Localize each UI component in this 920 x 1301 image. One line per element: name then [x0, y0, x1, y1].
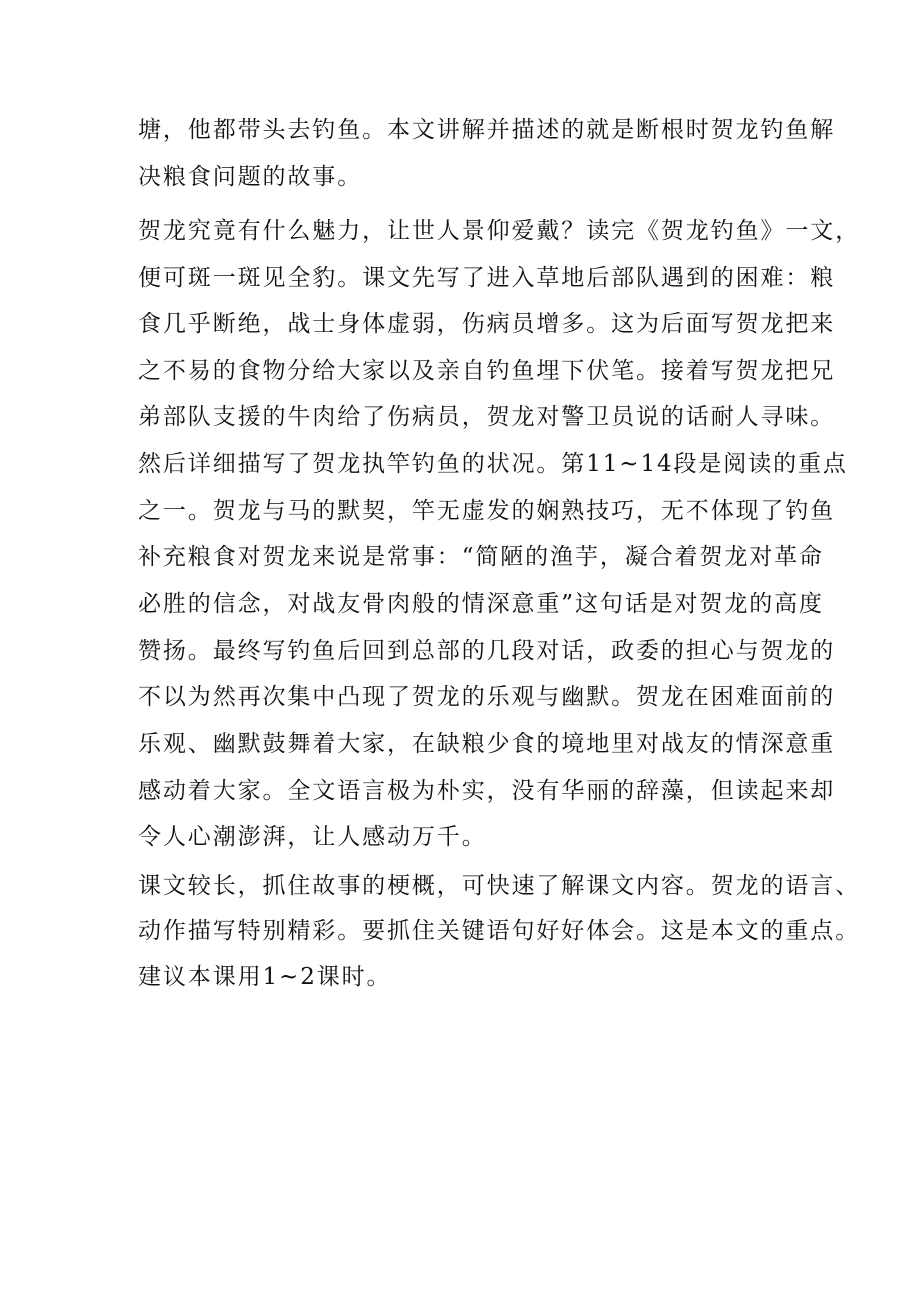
text-line: 弟部队支援的牛肉给了伤病员，贺龙对警卫员说的话耐人寻味。: [138, 404, 836, 430]
text-line: 赞扬。最终写钓鱼后回到总部的几段对话，政委的担心与贺龙的: [138, 638, 836, 664]
text-line: 必胜的信念，对战友骨肉般的情深意重”这句话是对贺龙的高度: [138, 591, 824, 617]
text-line: 之一。贺龙与马的默契，竿无虚发的娴熟技巧，无不体现了钓鱼: [138, 498, 836, 524]
text-line: 课文较长，抓住故事的梗概，可快速了解课文内容。贺龙的语言、: [138, 873, 861, 899]
text-line: 不以为然再次集中凸现了贺龙的乐观与幽默。贺龙在困难面前的: [138, 684, 836, 710]
text-line: 动作描写特别精彩。要抓住关键语句好好体会。这是本文的重点。: [138, 918, 861, 944]
text-line: 食几乎断绝，战士身体虚弱，伤病员增多。这为后面写贺龙把来: [138, 311, 836, 337]
text-line: 然后详细描写了贺龙执竿钓鱼的状况。第11~14段是阅读的重点: [138, 451, 848, 477]
text-line: 便可斑一斑见全豹。课文先写了进入草地后部队遇到的困难：粮: [138, 265, 836, 291]
text-line: 决粮食问题的故事。: [138, 164, 363, 190]
text-line: 塘，他都带头去钓鱼。本文讲解并描述的就是断根时贺龙钓鱼解: [138, 117, 836, 143]
text-line: 贺龙究竟有什么魅力，让世人景仰爱戴？读完《贺龙钓鱼》一文，: [138, 218, 861, 244]
text-line: 乐观、幽默鼓舞着大家，在缺粮少食的境地里对战友的情深意重: [138, 731, 836, 757]
text-line: 建议本课用1~2课时。: [138, 964, 392, 990]
text-line: 补充粮食对贺龙来说是常事：“简陋的渔芋，凝合着贺龙对革命: [138, 544, 824, 570]
text-line: 感动着大家。全文语言极为朴实，没有华丽的辞藻，但读起来却: [138, 778, 836, 804]
text-line: 之不易的食物分给大家以及亲自钓鱼埋下伏笔。接着写贺龙把兄: [138, 358, 836, 384]
text-line: 令人心潮澎湃，让人感动万千。: [138, 824, 487, 850]
